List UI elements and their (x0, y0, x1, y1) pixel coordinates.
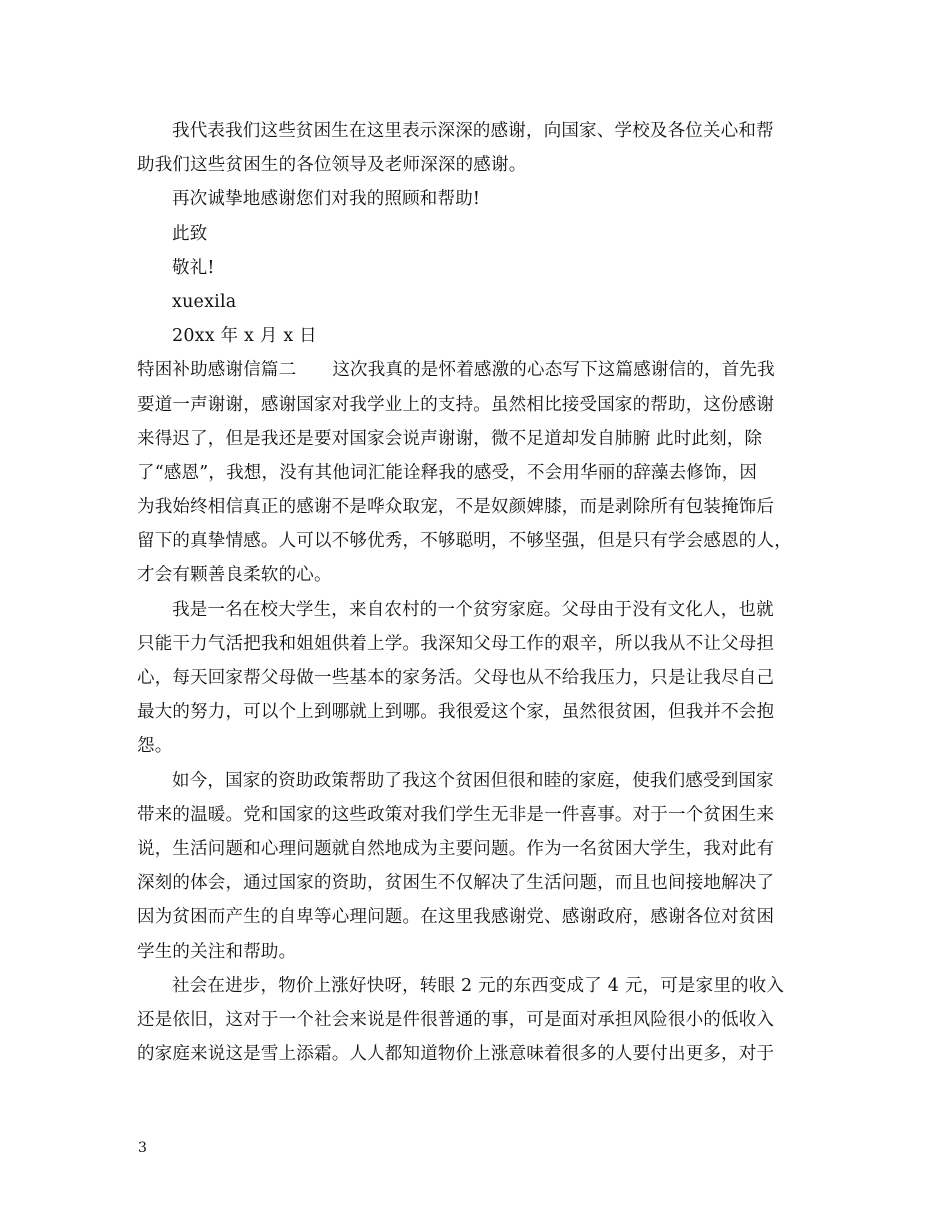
signature-name: xuexila (172, 291, 237, 312)
text-line: 最大的努力，可以个上到哪就上到哪。我很爱这个家，虽然很贫困，但我并不会抱 (137, 702, 775, 723)
text-line: 还是依旧，这对于一个社会来说是件很普通的事，可是面对承担风险很小的低收入 (137, 1009, 775, 1030)
text-line: 深刻的体会，通过国家的资助，贫困生不仅解决了生活问题，而且也间接地解决了 (137, 873, 775, 894)
text-line: 的家庭来说这是雪上添霜。人人都知道物价上涨意味着很多的人要付出更多，对于 (137, 1044, 775, 1065)
document-body (137, 114, 813, 1071)
section-heading-line (137, 353, 813, 387)
text-line: 助我们这些贫困生的各位领导及老师深深的感谢。 (137, 155, 527, 176)
text-line: 说，生活问题和心理问题就自然地成为主要问题。作为一名贫困大学生，我对此有 (137, 838, 775, 859)
salutation-closing: 此致 (172, 223, 208, 244)
text-line: 留下的真挚情感。人可以不够优秀，不够聪明，不够坚强，但是只有学会感恩的人， (137, 531, 792, 552)
text-line: 只能干力气活把我和姐姐供着上学。我深知父母工作的艰辛，所以我从不让父母担 (137, 633, 775, 654)
text-line: 学生的关注和帮助。 (137, 941, 297, 962)
text-line: 要道一声谢谢，感谢国家对我学业上的支持。虽然相比接受国家的帮助，这份感谢 (137, 394, 775, 415)
text-line: 了“感恩”，我想，没有其他词汇能诠释我的感受，不会用华丽的辞藻去修饰，因 (137, 462, 758, 483)
page-number: 3 (138, 1140, 147, 1156)
text-line: 我是一名在校大学生，来自农村的一个贫穷家庭。父母由于没有文化人，也就 (172, 599, 774, 620)
letter-date: 20xx 年 x 月 x 日 (172, 326, 317, 347)
text-line: 我代表我们这些贫困生在这里表示深深的感谢，向国家、学校及各位关心和帮 (172, 121, 774, 141)
text-line: 来得迟了，但是我还是要对国家会说声谢谢，微不足道却发自肺腑 此时此刻，除 (137, 428, 763, 449)
text-line: 再次诚挚地感谢您们对我的照顾和帮助! (172, 189, 481, 210)
salutation-regards: 敬礼! (172, 257, 215, 278)
text-line: 为我始终相信真正的感谢不是哗众取宠，不是奴颜婢膝，而是剥除所有包装掩饰后 (137, 497, 775, 518)
text-line: 带来的温暖。党和国家的这些政策对我们学生无非是一件喜事。对于一个贫困生来 (137, 804, 775, 825)
text-line: 因为贫困而产生的自卑等心理问题。在这里我感谢党、感谢政府，感谢各位对贫困 (137, 907, 775, 928)
text-line: 如今，国家的资助政策帮助了我这个贫困但很和睦的家庭，使我们感受到国家 (172, 770, 774, 791)
text-line: 这次我真的是怀着感激的心态写下这篇感谢信的，首先我 (332, 360, 775, 381)
text-line: 心，每天回家帮父母做一些基本的家务活。父母也从不给我压力，只是让我尽自己 (137, 668, 775, 688)
text-line: 才会有颗善良柔软的心。 (137, 565, 332, 586)
text-line: 怨。 (137, 736, 173, 757)
text-line: 社会在进步，物价上涨好快呀，转眼 2 元的东西变成了 4 元，可是家里的收入 (172, 975, 785, 996)
section-title: 特困补助感谢信篇二 (137, 360, 297, 381)
